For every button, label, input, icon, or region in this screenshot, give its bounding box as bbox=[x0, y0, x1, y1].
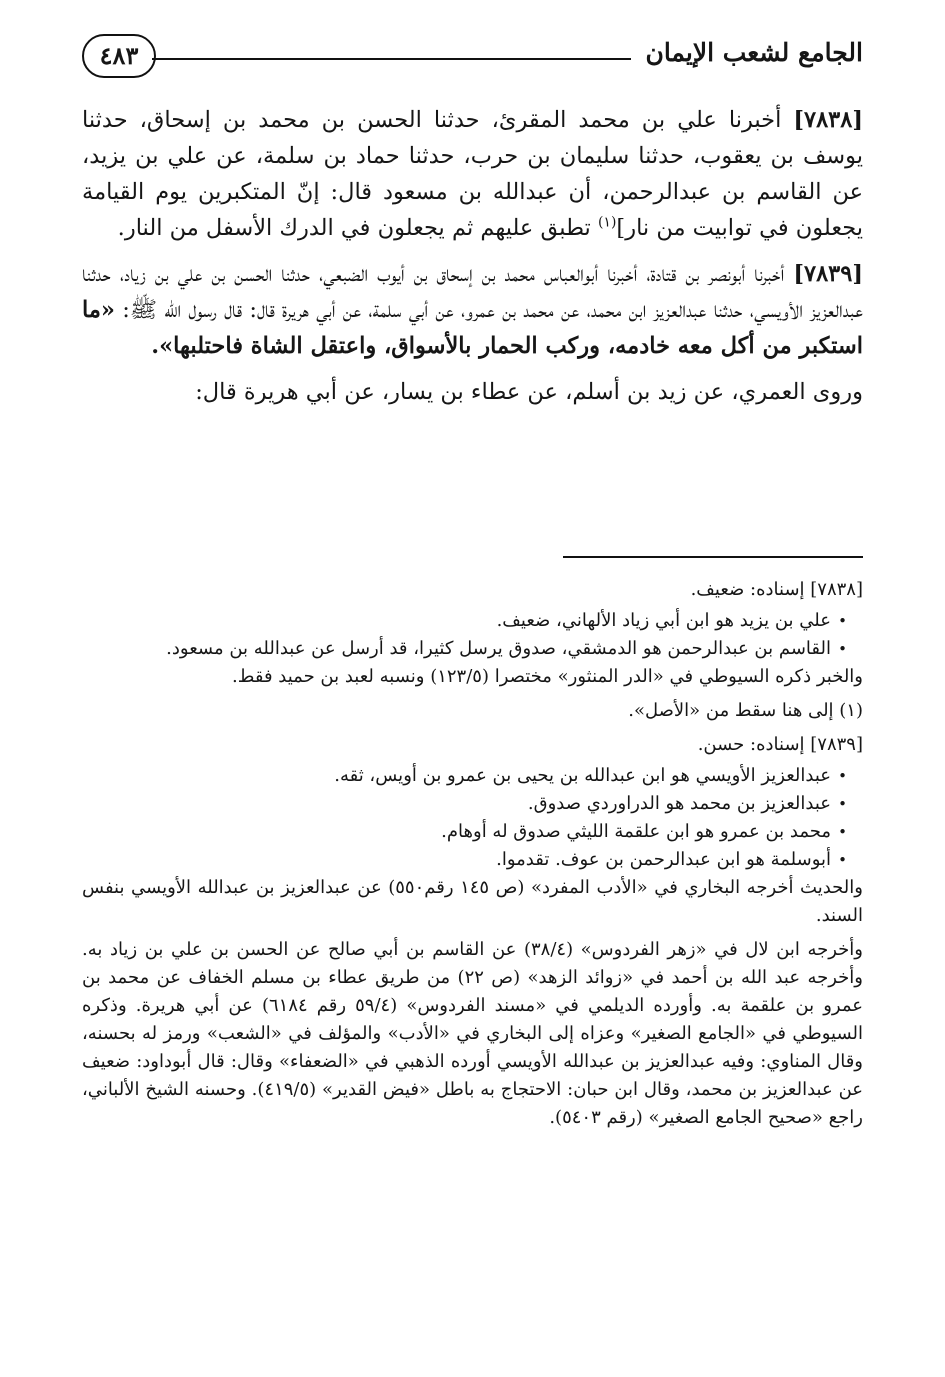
note-7838-list bbox=[82, 607, 863, 663]
note-7839-list bbox=[82, 762, 863, 874]
bullet-icon: • bbox=[838, 767, 847, 785]
hadith-text-continued: تطبق عليهم ثم يجعلون في الدرك الأسفل من النار. bbox=[117, 215, 591, 241]
footnotes bbox=[82, 576, 863, 1132]
list-item: • القاسم بن عبدالرحمن هو الدمشقي، صدوق يرسل كثيرا، قد أرسل عن عبدالله بن مسعود. bbox=[82, 635, 847, 663]
note-7839-takhrij-1: والحديث أخرجه البخاري في «الأدب المفرد» (ص ١٤٥ رقم٥٥٠) عن عبدالعزيز بن عبدالله الأويسي بنفس السند. bbox=[82, 877, 863, 926]
header-rule bbox=[152, 58, 631, 60]
hadith-7838 bbox=[82, 102, 863, 246]
list-item: • عبدالعزيز بن محمد هو الدراوردي صدوق. bbox=[82, 790, 847, 818]
hadith-number: [٧٨٣٨] bbox=[793, 107, 864, 133]
footnote-1: (١) إلى هنا سقط من «الأصل». bbox=[628, 700, 863, 721]
bullet-icon: • bbox=[838, 640, 847, 658]
list-item: • علي بن يزيد هو ابن أبي زياد الألهاني، ضعيف. bbox=[82, 607, 847, 635]
hadith-7839 bbox=[82, 256, 863, 364]
page-header bbox=[82, 28, 863, 92]
page-number-badge: ٤٨٣ bbox=[82, 34, 156, 78]
list-item: • عبدالعزيز الأويسي هو ابن عبدالله بن يحيى بن عمرو بن أويس، ثقه. bbox=[82, 762, 847, 790]
hadith-matn: «ما استكبر من أكل معه خادمه، وركب الحمار بالأسواق، واعتقل الشاة فاحتلبها». bbox=[82, 297, 863, 359]
bullet-icon: • bbox=[838, 823, 847, 841]
footnote-separator bbox=[563, 556, 863, 558]
list-item: • محمد بن عمرو هو ابن علقمة الليثي صدوق له أوهام. bbox=[82, 818, 847, 846]
hadith-number: [٧٨٣٩] bbox=[793, 261, 863, 287]
narration-intro: وروى العمري، عن زيد بن أسلم، عن عطاء بن يسار، عن أبي هريرة قال: bbox=[195, 379, 863, 405]
bullet-icon: • bbox=[838, 795, 847, 813]
note-7838-head: [٧٨٣٨] إسناده: ضعيف. bbox=[690, 579, 863, 600]
bullet-icon: • bbox=[838, 612, 847, 630]
note-7838-source: والخبر ذكره السيوطي في «الدر المنثور» مختصرا (١٢٣/٥) ونسبه لعبد بن حميد فقط. bbox=[232, 666, 863, 687]
bullet-icon: • bbox=[838, 851, 847, 869]
hadith-isnad: أخبرنا أبونصر بن قتادة، أخبرنا أبوالعباس محمد بن إسحاق بن أيوب الضبعي، حدثنا الحسن بن علي بن زياد، حدثنا عبدالعزيز الأويسي، حدثنا عبدالعزيز ابن محمد، عن محمد بن عمرو، عن أبي سلمة، عن أبي هريرة قال: قال رسول الله ﷺ: bbox=[82, 261, 864, 323]
note-7839-takhrij-2: وأخرجه ابن لال في «زهر الفردوس» (٣٨/٤) عن القاسم بن أبي صالح عن الحسن بن علي بن زياد به. وأخرجه عبد الله بن أحمد في «زوائد الزهد» (ص ٢٢) من طريق عطاء بن مسلم الخفاف عن محمد بن عمرو بن علقمة به. وأورده الديلمي في «مسند الفردوس» (٥٩/٤ رقم ٦١٨٤) عن أبي هريرة. وذكره السيوطي في «الجامع الصغير» وعزاه إلى البخاري في «الأدب» والمؤلف في «الشعب» ورمز له بحسنه، وقال المناوي: وفيه عبدالعزيز بن عبدالله الأويسي أورده الذهبي في «الضعفاء» وقال: قال أبوداود: ضعيف عن عبدالعزيز بن محمد، وقال ابن حبان: الاحتجاج به باطل «فيض القدير» (٤١٩/٥). وحسنه الشيخ الألباني، راجع «صحيح الجامع الصغير» (رقم ٥٤٠٣). bbox=[82, 939, 864, 1128]
hadith-text: أخبرنا علي بن محمد المقرئ، حدثنا الحسن بن محمد بن إسحاق، حدثنا يوسف بن يعقوب، حدثنا سليمان بن حرب، حدثنا حماد بن سلمة، عن علي بن يزيد، عن القاسم بن عبدالرحمن، أن عبدالله بن مسعود قال: إنّ المتكبرين يوم القيامة يجعلون في توابيت من نار] bbox=[82, 107, 863, 241]
main-text bbox=[82, 102, 863, 410]
running-title: الجامع لشعب الإيمان bbox=[645, 38, 863, 67]
footnote-reference: (١) bbox=[597, 214, 617, 231]
note-7839-head: [٧٨٣٩] إسناده: حسن. bbox=[697, 734, 863, 755]
list-item: • أبوسلمة هو ابن عبدالرحمن بن عوف. تقدموا. bbox=[82, 846, 847, 874]
